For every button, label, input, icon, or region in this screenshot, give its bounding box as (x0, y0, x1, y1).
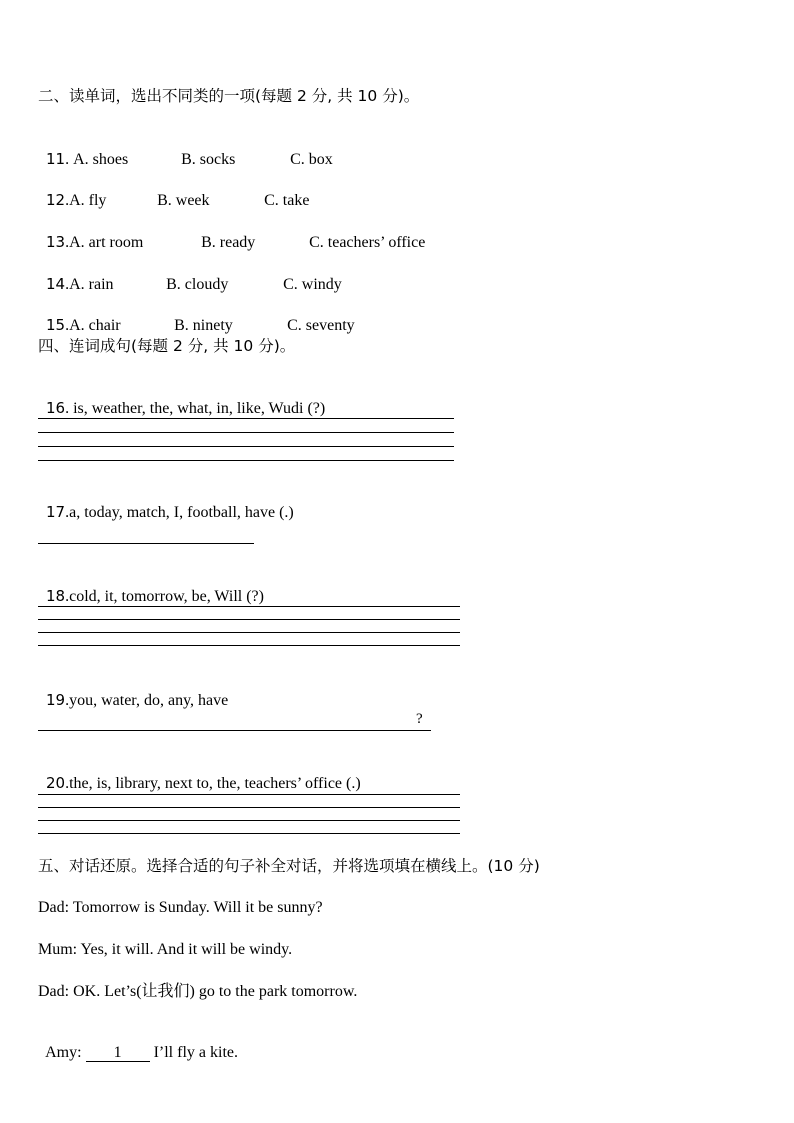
question-sep: . (65, 151, 74, 168)
answer-line[interactable] (38, 833, 460, 834)
option-b: B. cloudy (166, 276, 229, 293)
question-12 (38, 170, 309, 211)
question-number: 12 (46, 191, 66, 209)
question-text: .a, today, match, I, football, have (.) (65, 504, 294, 521)
answer-line[interactable] (38, 460, 454, 461)
question-20 (38, 753, 361, 794)
answer-line[interactable] (38, 606, 460, 607)
question-number: 16 (46, 399, 66, 417)
question-13 (38, 212, 425, 253)
answer-line[interactable] (38, 807, 460, 808)
question-number: 14 (46, 275, 66, 293)
answer-line[interactable] (38, 820, 460, 821)
option-a: A. shoes (73, 151, 129, 168)
section-5-heading: 五、对话还原。选择合适的句子补全对话，并将选项填在横线上。(10 分) (38, 857, 540, 875)
answer-line[interactable] (38, 446, 454, 447)
question-text: .cold, it, tomorrow, be, Will (?) (65, 588, 264, 605)
option-c: C. seventy (287, 317, 355, 334)
dialogue-line: Mum: Yes, it will. And it will be windy. (38, 941, 293, 958)
answer-line[interactable] (38, 543, 254, 544)
question-text: .you, water, do, any, have (65, 692, 229, 709)
answer-line[interactable] (38, 632, 460, 633)
option-b: B. ready (201, 234, 256, 251)
question-number: 19 (46, 691, 66, 709)
question-14 (38, 254, 342, 295)
dialogue-line: Dad: Tomorrow is Sunday. Will it be sunny? (38, 899, 323, 916)
option-b: B. ninety (174, 317, 233, 334)
question-text: .the, is, library, next to, the, teachers’ office (.) (65, 775, 361, 792)
answer-line[interactable] (38, 432, 454, 433)
question-11 (38, 129, 333, 170)
question-19 (38, 670, 228, 711)
question-15 (38, 295, 355, 336)
option-c: C. teachers’ office (309, 234, 426, 251)
question-number: 11 (46, 150, 66, 168)
section-4-heading: 四、连词成句(每题 2 分, 共 10 分)。 (38, 337, 296, 355)
answer-blank[interactable]: 1 (86, 1045, 150, 1062)
question-text: . is, weather, the, what, in, like, Wudi (?) (65, 400, 326, 417)
question-16 (38, 378, 325, 419)
option-a: A. rain (69, 276, 114, 293)
answer-line[interactable] (38, 418, 454, 419)
dialogue-rest: I’ll fly a kite. (149, 1044, 238, 1061)
question-number: 13 (46, 233, 66, 251)
dialogue-line: Dad: OK. Let’s(让我们) go to the park tomorrow. (38, 983, 358, 1000)
question-number: 17 (46, 503, 66, 521)
option-a: A. art room (69, 234, 144, 251)
question-sep: . (65, 276, 70, 293)
question-17 (38, 482, 294, 523)
option-b: B. socks (181, 151, 236, 168)
question-sep: . (65, 234, 70, 251)
question-number: 15 (46, 316, 66, 334)
answer-line[interactable] (38, 794, 460, 795)
answer-line[interactable] (38, 730, 431, 731)
answer-line[interactable] (38, 619, 460, 620)
question-sep: . (65, 192, 70, 209)
option-c: C. box (290, 151, 333, 168)
answer-line[interactable] (38, 645, 460, 646)
speaker: Amy: (45, 1044, 86, 1061)
question-mark: ? (416, 711, 423, 727)
question-18 (38, 566, 264, 607)
option-c: C. take (264, 192, 310, 209)
question-sep: . (65, 317, 70, 334)
option-b: B. week (157, 192, 210, 209)
question-number: 18 (46, 587, 66, 605)
section-2-heading: 二、读单词，选出不同类的一项(每题 2 分, 共 10 分)。 (38, 87, 420, 105)
option-c: C. windy (283, 276, 342, 293)
question-number: 20 (46, 774, 66, 792)
option-a: A. fly (69, 192, 107, 209)
option-a: A. chair (69, 317, 121, 334)
dialogue-line (38, 1023, 238, 1063)
